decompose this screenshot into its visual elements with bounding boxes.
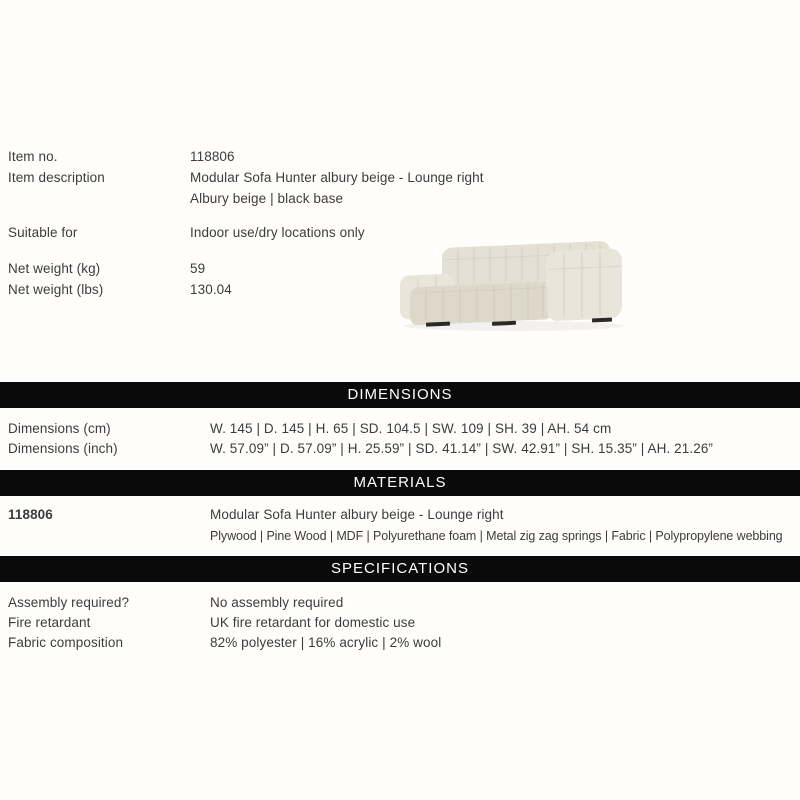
materials-item-description: Modular Sofa Hunter albury beige - Lounge right <box>210 507 504 522</box>
info-row-item-no <box>0 147 800 167</box>
materials-row-composition <box>0 526 800 546</box>
fabric-composition-label: Fabric composition <box>8 635 124 650</box>
net-weight-lbs-label: Net weight (lbs) <box>8 282 104 297</box>
suitable-for-value: Indoor use/dry locations only <box>190 225 365 240</box>
spec-row-fabric-composition <box>0 633 800 653</box>
item-no-label: Item no. <box>8 149 58 164</box>
dimensions-section-banner <box>0 382 800 408</box>
spec-row-assembly <box>0 593 800 613</box>
dimensions-section-title: DIMENSIONS <box>347 386 453 403</box>
dimensions-inch-value: W. 57.09” | D. 57.09” | H. 25.59” | SD. 41.14” | SW. 42.91” | SH. 15.35” | AH. 21.26” <box>210 441 714 456</box>
item-description-value-line1: Modular Sofa Hunter albury beige - Lounge right <box>190 170 484 185</box>
suitable-for-label: Suitable for <box>8 225 78 240</box>
sofa-product-image <box>396 228 631 333</box>
dimensions-row-cm <box>0 419 800 439</box>
item-description-label: Item description <box>8 170 105 185</box>
dimensions-inch-label: Dimensions (inch) <box>8 441 118 456</box>
specifications-section-title: SPECIFICATIONS <box>331 560 469 577</box>
net-weight-kg-label: Net weight (kg) <box>8 261 101 276</box>
net-weight-kg-value: 59 <box>190 261 206 276</box>
materials-item-no: 118806 <box>8 507 53 522</box>
spec-row-fire-retardant <box>0 613 800 633</box>
item-description-value-line2: Albury beige | black base <box>190 191 344 206</box>
materials-list: Plywood | Pine Wood | MDF | Polyurethane foam | Metal zig zag springs | Fabric | Polypropylene webbing <box>210 529 783 543</box>
dimensions-cm-value: W. 145 | D. 145 | H. 65 | SD. 104.5 | SW. 109 | SH. 39 | AH. 54 cm <box>210 421 612 436</box>
dimensions-cm-label: Dimensions (cm) <box>8 421 111 436</box>
materials-section-title: MATERIALS <box>353 474 447 491</box>
assembly-required-value: No assembly required <box>210 595 344 610</box>
fire-retardant-value: UK fire retardant for domestic use <box>210 615 416 630</box>
dimensions-row-inch <box>0 439 800 459</box>
materials-row-item <box>0 505 800 525</box>
specifications-section-banner <box>0 556 800 582</box>
assembly-required-label: Assembly required? <box>8 595 130 610</box>
info-row-item-description-line2 <box>0 189 800 209</box>
materials-section-banner <box>0 470 800 496</box>
net-weight-lbs-value: 130.04 <box>190 282 232 297</box>
fire-retardant-label: Fire retardant <box>8 615 91 630</box>
info-row-item-description <box>0 168 800 188</box>
item-no-value: 118806 <box>190 149 235 164</box>
fabric-composition-value: 82% polyester | 16% acrylic | 2% wool <box>210 635 442 650</box>
